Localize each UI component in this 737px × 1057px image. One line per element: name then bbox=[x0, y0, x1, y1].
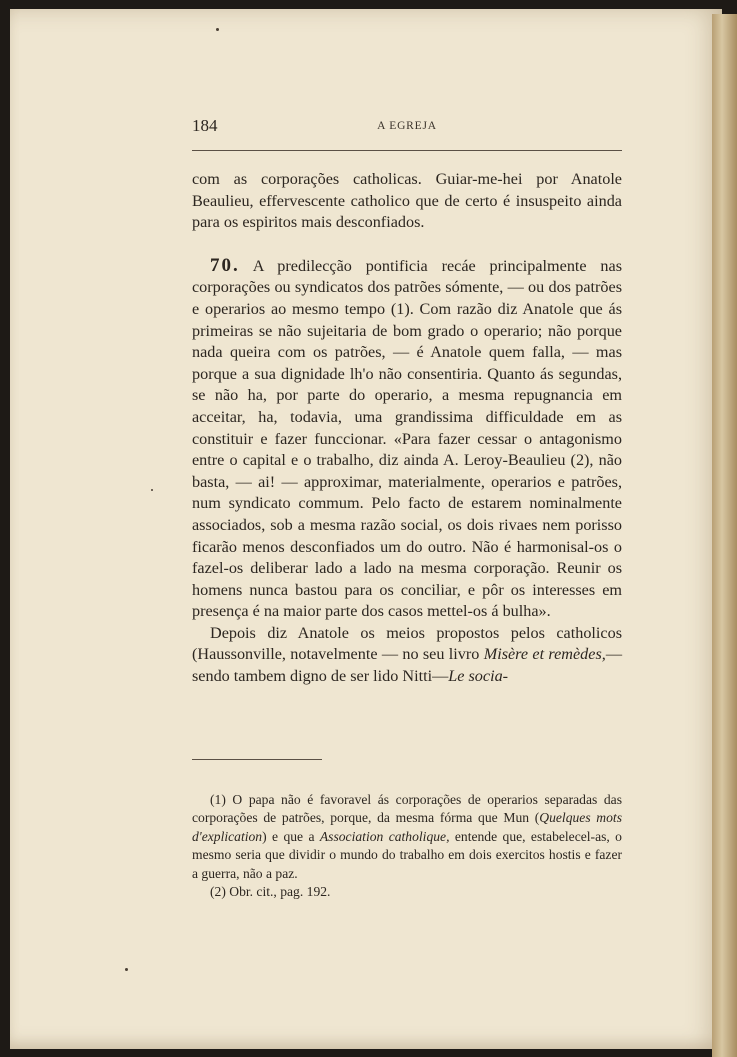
footnote-1-text-a: (1) O papa não é favoravel ás corporações de operarios separadas das corporações de patrões, porque, da mesma fórma que Mun ( bbox=[192, 792, 622, 826]
section-number: 70. bbox=[210, 254, 240, 276]
page-number: 184 bbox=[192, 116, 218, 135]
paper-speck bbox=[216, 28, 219, 31]
para3-text-b: —sendo tambem digno de ser lido Nitti— bbox=[192, 645, 622, 686]
paragraph-section-70 bbox=[192, 255, 622, 623]
footnote-1-assoc: Association catholique, bbox=[319, 828, 450, 844]
footnote-1-text-c: entende que, estabelecel-as, o mesmo seria que dividir o mundo do trabalho em dois exercitos hostis e fazer a guerra, não a paz. bbox=[192, 828, 622, 881]
footnote-1 bbox=[192, 791, 622, 883]
footnote-divider bbox=[192, 759, 322, 760]
book-spine-edge bbox=[712, 14, 737, 1057]
paragraph-continuation bbox=[192, 623, 622, 688]
book-title-socia: Le socia- bbox=[448, 667, 509, 686]
paper-speck bbox=[125, 968, 128, 971]
book-title-misere: Misère et remèdes, bbox=[483, 645, 606, 664]
para3-text-a: Depois diz Anatole os meios propostos pelos catholicos (Haussonville, notavelmente — no seu livro bbox=[192, 623, 622, 664]
footnote-1-text-b: ) e que a bbox=[262, 828, 320, 844]
section-70-text: A predilecção pontificia recáe principalmente nas corporações ou syndicatos dos patrões sómente, — ou dos patrões e operarios ao mesmo tempo (1). Com razão diz Anatole que ás primeiras se não sujeitaria de bom grado o operario; não porque nada queira com os patrões, — é Anatole quem falla, — mas porque a sua dignidade lh'o não consentiria. Quanto ás segundas, se não ha, por parte do operario, a mesma repugnancia em acceitar, ha, todavia, uma grandissima difficuldade em as constituir e fazer funccionar. «Para fazer cessar o antagonismo entre o capital e o trabalho, diz ainda A. Leroy-Beaulieu (2), não basta, — ai! — approximar, materialmente, operarios e patrões, num syndicato commum. Pelo facto de estarem nominalmente associados, sob a mesma razão social, os dois rivaes nem porisso ficarão menos desconfiados um do outro. Não é harmonisal-os o fazel-os deliberar lado a lado na mesma corporação. Reunir os homens nunca bastou para os conciliar, e pôr os interesses em presença é na maior parte dos casos mettel-os á bulha». bbox=[192, 256, 623, 621]
page-header bbox=[192, 116, 622, 151]
footnote-2: (2) Obr. cit., pag. 192. bbox=[210, 884, 331, 900]
paper-speck bbox=[151, 489, 153, 491]
main-text bbox=[192, 169, 622, 688]
paragraph-intro: com as corporações catholicas. Guiar-me-hei por Anatole Beaulieu, effervescente catholico que de certo é insuspeito ainda para os espiritos mais desconfiados. bbox=[192, 170, 622, 232]
footnote-1-title: Quelques mots d'explication bbox=[192, 810, 622, 844]
footnotes bbox=[192, 791, 622, 901]
running-head: A EGREJA bbox=[377, 120, 437, 132]
